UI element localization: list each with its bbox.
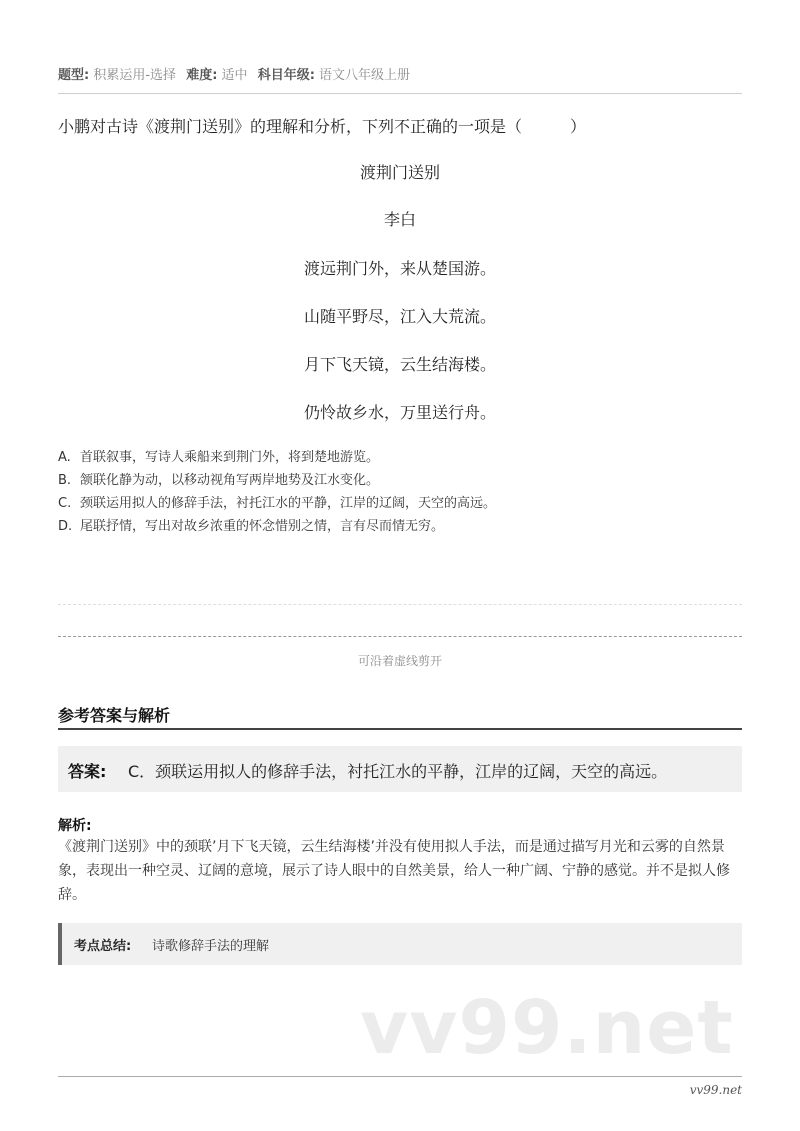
cut-line-faint (58, 604, 742, 605)
poem-line: 山随平野尽，江入大荒流。 (303, 307, 496, 326)
poem-line: 仍怜故乡水，万里送行舟。 (303, 403, 496, 422)
cut-hint: 可沿着虚线剪开 (357, 654, 442, 668)
option-text: 颔联化静为动，以移动视角写两岸地势及江水变化。 (80, 473, 380, 488)
option-a (58, 446, 379, 465)
watermark: vv99.net (360, 985, 734, 1071)
option-text: 首联叙事，写诗人乘船来到荆门外，将到楚地游览。 (80, 450, 380, 465)
grade-label: 科目年级: (257, 68, 315, 83)
footer-site: vv99.net (689, 1083, 742, 1097)
type-value: 积累运用-选择 (93, 68, 177, 83)
poem-line: 月下飞天镜，云生结海楼。 (303, 355, 496, 374)
option-text: 尾联抒情，写出对故乡浓重的怀念惜别之情，言有尽而情无穷。 (80, 519, 445, 534)
solution-divider (58, 728, 742, 730)
difficulty-label: 难度: (186, 68, 218, 83)
keypoint-box (58, 923, 742, 965)
option-c (58, 492, 496, 511)
poem-author: 李白 (383, 210, 416, 229)
footer-divider (58, 1076, 742, 1077)
type-label: 题型: (58, 68, 90, 83)
keypoint-text: 诗歌修辞手法的理解 (152, 939, 270, 954)
option-d (58, 515, 444, 534)
option-letter: D. (58, 519, 73, 534)
option-b (58, 469, 379, 488)
grade-value: 语文八年级上册 (319, 68, 411, 83)
option-letter: A. (58, 450, 71, 465)
answer-box (58, 746, 742, 792)
answer-label: 答案: (68, 762, 107, 781)
difficulty-value: 适中 (221, 68, 248, 83)
poem-title: 渡荆门送别 (359, 163, 440, 182)
answer-text: C．颈联运用拟人的修辞手法，衬托江水的平静，江岸的辽阔，天空的高远。 (128, 762, 668, 781)
solution-title: 参考答案与解析 (58, 706, 171, 725)
option-text: 颈联运用拟人的修辞手法，衬托江水的平静，江岸的辽阔，天空的高远。 (80, 496, 497, 511)
option-letter: C. (58, 496, 72, 511)
question-stem: 小鹏对古诗《渡荆门送别》的理解和分析，下列不正确的一项是（ ） (58, 117, 587, 136)
keypoint-label: 考点总结: (74, 939, 132, 954)
header-divider (58, 93, 742, 94)
poem-line: 渡远荆门外，来从楚国游。 (303, 259, 496, 278)
option-letter: B. (58, 473, 72, 488)
cut-line (58, 636, 742, 637)
question-meta (58, 64, 416, 83)
analysis-label: 解析: (58, 818, 92, 834)
analysis-text: 《渡荆门送别》中的颈联’月下飞天镜，云生结海楼’并没有使用拟人手法，而是通过描写月光和云雾的自然景象，表现出一种空灵、辽阔的意境，展示了诗人眼中的自然美景，给人一种广阔、宁静的感觉。并不是拟人修辞。 (58, 839, 730, 903)
